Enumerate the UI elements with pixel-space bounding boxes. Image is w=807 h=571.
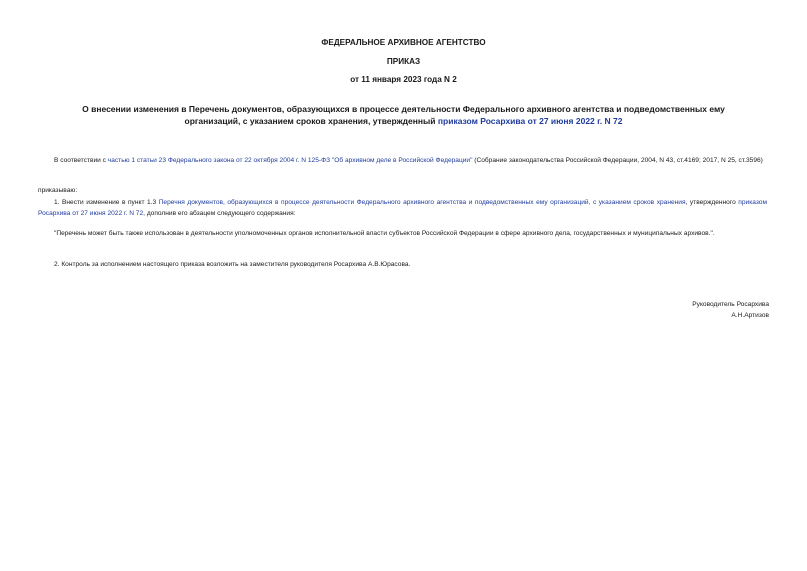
item-1-text-mid: , утвержденного <box>685 199 739 206</box>
document-title <box>62 103 745 127</box>
orders-line: приказываю: <box>38 187 78 194</box>
item-2-paragraph: 2. Контроль за исполнением настоящего приказа возложить на заместителя руководителя Росархива А.В.Юрасова. <box>54 261 411 268</box>
document-list-link[interactable]: Перечня документов, образующихся в процессе деятельности Федерального архивного агентства и подведомственных ему организаций, с указанием сроков хранения <box>158 199 686 206</box>
quoted-paragraph: "Перечень может быть также использован в деятельности уполномоченных органов исполнительной власти субъектов Российской Федерации в сфере архивного дела, государственных и муниципальных архивов.". <box>54 230 715 237</box>
federal-law-link[interactable]: частью 1 статьи 23 Федерального закона от 22 октября 2004 г. N 125-ФЗ "Об архивном деле в Российской Федерации" <box>107 157 473 164</box>
signatory-name: А.Н.Артизов <box>731 312 769 319</box>
document-type: ПРИКАЗ <box>386 57 421 66</box>
basis-paragraph <box>38 155 767 166</box>
signatory-position: Руководитель Росархива <box>692 301 769 308</box>
item-1-paragraph <box>38 197 767 219</box>
basis-text-before: В соответствии с <box>54 157 108 164</box>
title-order-link[interactable]: приказом Росархива от 27 июня 2022 г. N 72 <box>437 116 623 126</box>
item-1-text-after: , дополнив его абзацем следующего содержания: <box>143 210 296 217</box>
agency-name: ФЕДЕРАЛЬНОЕ АРХИВНОЕ АГЕНТСТВО <box>321 38 486 47</box>
document-date: от 11 января 2023 года N 2 <box>350 75 457 84</box>
rosarchive-order-link[interactable]: приказом Росархива от 27 июня 2022 г. N 72 <box>38 199 767 217</box>
basis-text-after: (Собрание законодательства Российской Федерации, 2004, N 43, ст.4169; 2017, N 25, ст.3596) <box>472 157 763 164</box>
item-1-text-before: 1. Внести изменение в пункт 1.3 <box>54 199 159 206</box>
title-text: О внесении изменения в Перечень документов, образующихся в процессе деятельности Федерального архивного агентства и подведомственных ему организаций, с указанием сроков хранения, утвержденный <box>82 104 725 126</box>
